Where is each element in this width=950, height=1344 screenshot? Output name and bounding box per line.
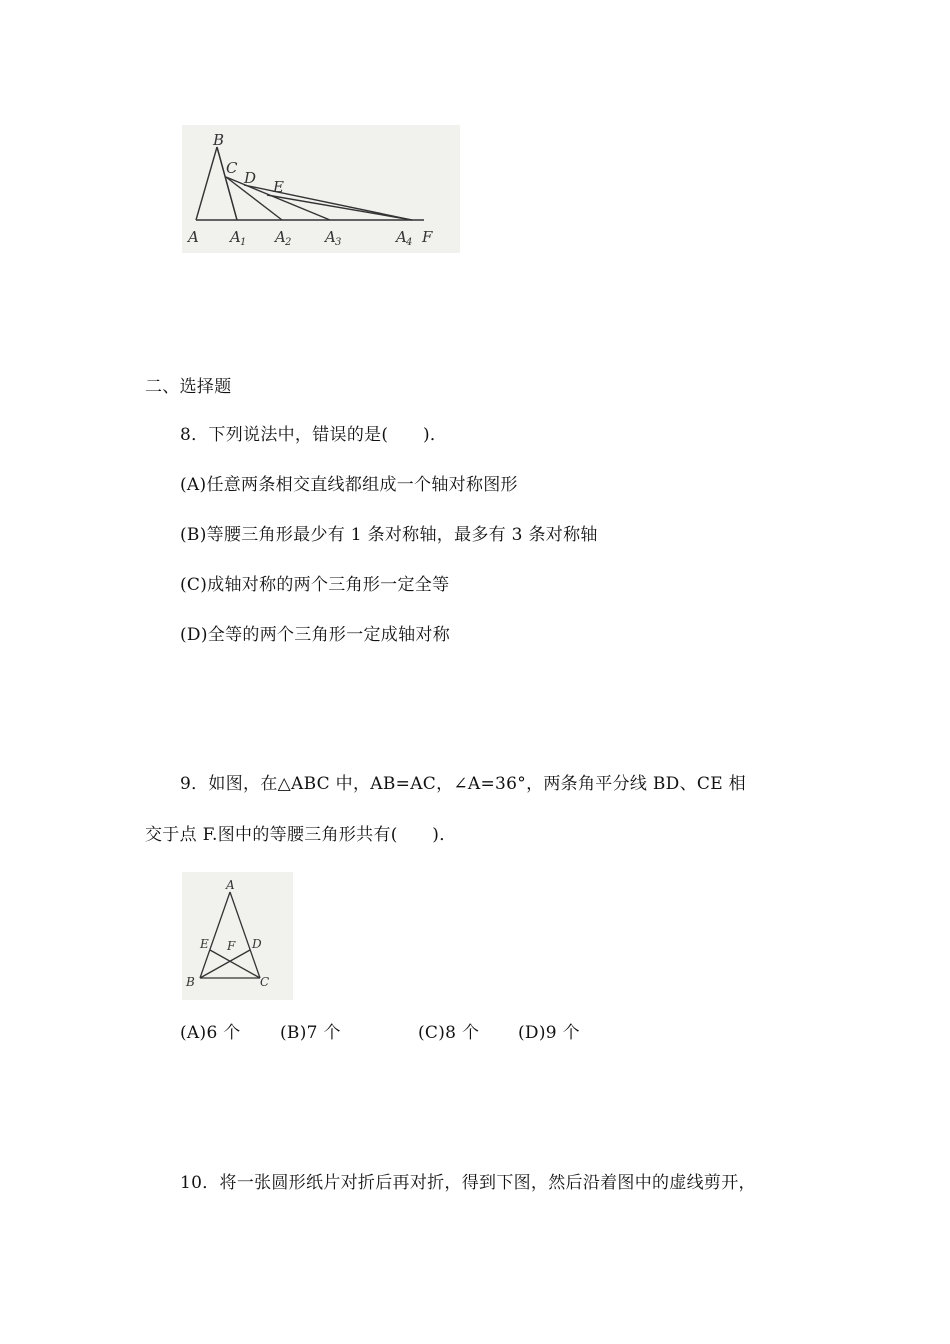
label-A4-sub: 4: [406, 237, 413, 248]
label-A1-sub: 1: [240, 237, 247, 248]
q8-stem: 8．下列说法中，错误的是( )．: [180, 425, 448, 445]
tri-label-E: E: [200, 937, 209, 951]
label-A2-sub: 2: [285, 237, 292, 248]
q10-stem-line1: 10．将一张圆形纸片对折后再对折，得到下图，然后沿着图中的虚线剪开，: [180, 1173, 756, 1193]
label-D: D: [244, 169, 257, 187]
label-E: E: [273, 178, 284, 196]
q8-option-d: (D)全等的两个三角形一定成轴对称: [180, 625, 450, 645]
section-title: 二、选择题: [145, 377, 232, 397]
q8-option-b: (B)等腰三角形最少有 1 条对称轴，最多有 3 条对称轴: [180, 525, 598, 545]
label-A4: A: [396, 228, 407, 246]
q8-option-c: (C)成轴对称的两个三角形一定全等: [180, 575, 450, 595]
q9-option-a: (A)6 个: [180, 1023, 241, 1043]
figure-triangle-chain: [182, 125, 460, 253]
q8-option-a: (A)任意两条相交直线都组成一个轴对称图形: [180, 475, 518, 495]
label-A2: A: [275, 228, 286, 246]
label-A1: A: [230, 228, 241, 246]
label-A3-sub: 3: [335, 237, 342, 248]
q9-option-d: (D)9 个: [518, 1023, 580, 1043]
label-A: A: [188, 228, 199, 246]
tri-label-C: C: [260, 975, 270, 989]
label-A3: A: [325, 228, 336, 246]
tri-label-F: F: [227, 939, 236, 953]
q9-stem-line2: 交于点 F.图中的等腰三角形共有( )．: [145, 825, 457, 845]
tri-label-B: B: [186, 975, 195, 989]
q9-option-b: (B)7 个: [280, 1023, 341, 1043]
tri-label-D: D: [252, 937, 262, 951]
tri-label-A: A: [226, 878, 235, 892]
figure-isosceles-triangle: [182, 872, 293, 1000]
q9-option-c: (C)8 个: [418, 1023, 480, 1043]
label-F: F: [422, 228, 433, 246]
label-B: B: [213, 131, 225, 149]
label-C: C: [226, 159, 238, 177]
q9-stem-line1: 9．如图，在△ABC 中，AB=AC，∠A=36°，两条角平分线 BD、CE 相: [180, 774, 746, 794]
